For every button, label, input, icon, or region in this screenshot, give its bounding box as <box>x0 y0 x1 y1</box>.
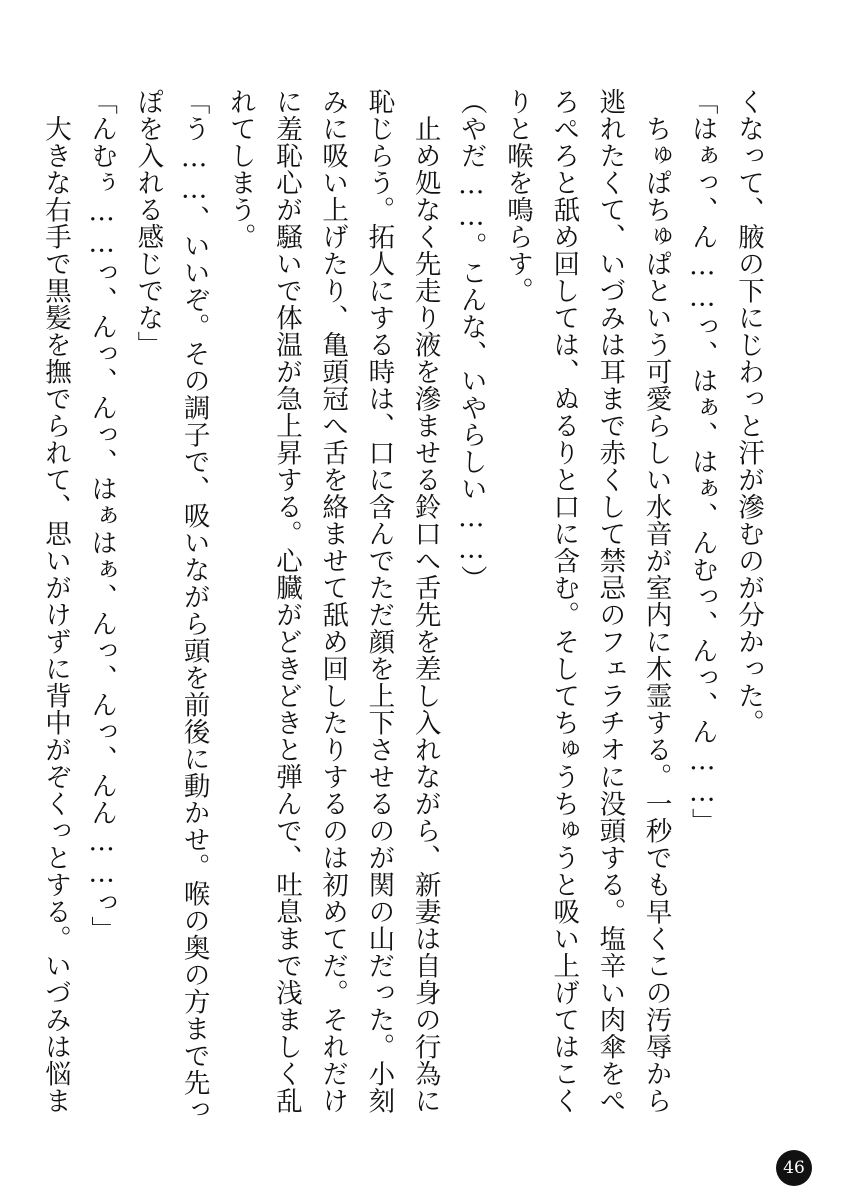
text-line: 恥じらう。拓人にする時は、口に含んでただ顔を上下させるのが関の山だった。小刻 <box>363 88 395 1114</box>
text-line: 「はぁっ、ん……っ、はぁ、はぁ、んむっ、んっ、ん……」 <box>686 88 718 835</box>
text-line: くなって、腋の下にじわっと汗が滲むのが分かった。 <box>733 88 764 736</box>
text-line: （やだ……。こんな、いやらしい……） <box>455 88 487 592</box>
text-line: ちゅぱちゅぱという可愛らしい水音が室内に木霊する。一秒でも早くこの汚辱から <box>640 88 672 1114</box>
text-line: 大きな右手で黒髪を撫でられて、思いがけずに背中がぞくっとする。いづみは悩ま <box>39 88 71 1114</box>
text-line: に羞恥心が騒いで体温が急上昇する。心臓がどきどきと弾んで、吐息まで浅ましく乱 <box>270 88 302 1114</box>
text-line: 逃れたくて、いづみは耳まで赤くして禁忌のフェラチオに没頭する。塩辛い肉傘をぺ <box>594 88 626 1114</box>
text-line: りと喉を鳴らす。 <box>501 88 533 304</box>
text-line: 「んむぅ……っ、んっ、んっ、はぁはぁ、んっ、んっ、んん……っ」 <box>86 88 118 943</box>
text-line: れてしまう。 <box>224 88 256 250</box>
vertical-text-block <box>32 88 771 1123</box>
page-number-badge: 46 <box>776 1150 812 1186</box>
text-line: みに吸い上げたり、亀頭冠へ舌を絡ませて舐め回したりするのは初めてだ。それだけ <box>317 88 349 1114</box>
text-line: ろぺろと舐め回しては、ぬるりと口に含む。そしてちゅうちゅうと吸い上げてはこく <box>548 88 580 1114</box>
text-line: 「う……、いいぞ。その調子で、吸いながら頭を前後に動かせ。喉の奥の方まで先っ <box>178 88 210 1123</box>
text-line: ぽを入れる感じでな」 <box>132 88 164 358</box>
text-line: 止め処なく先走り液を滲ませる鈴口へ舌先を差し入れながら、新妻は自身の行為に <box>409 88 441 1114</box>
